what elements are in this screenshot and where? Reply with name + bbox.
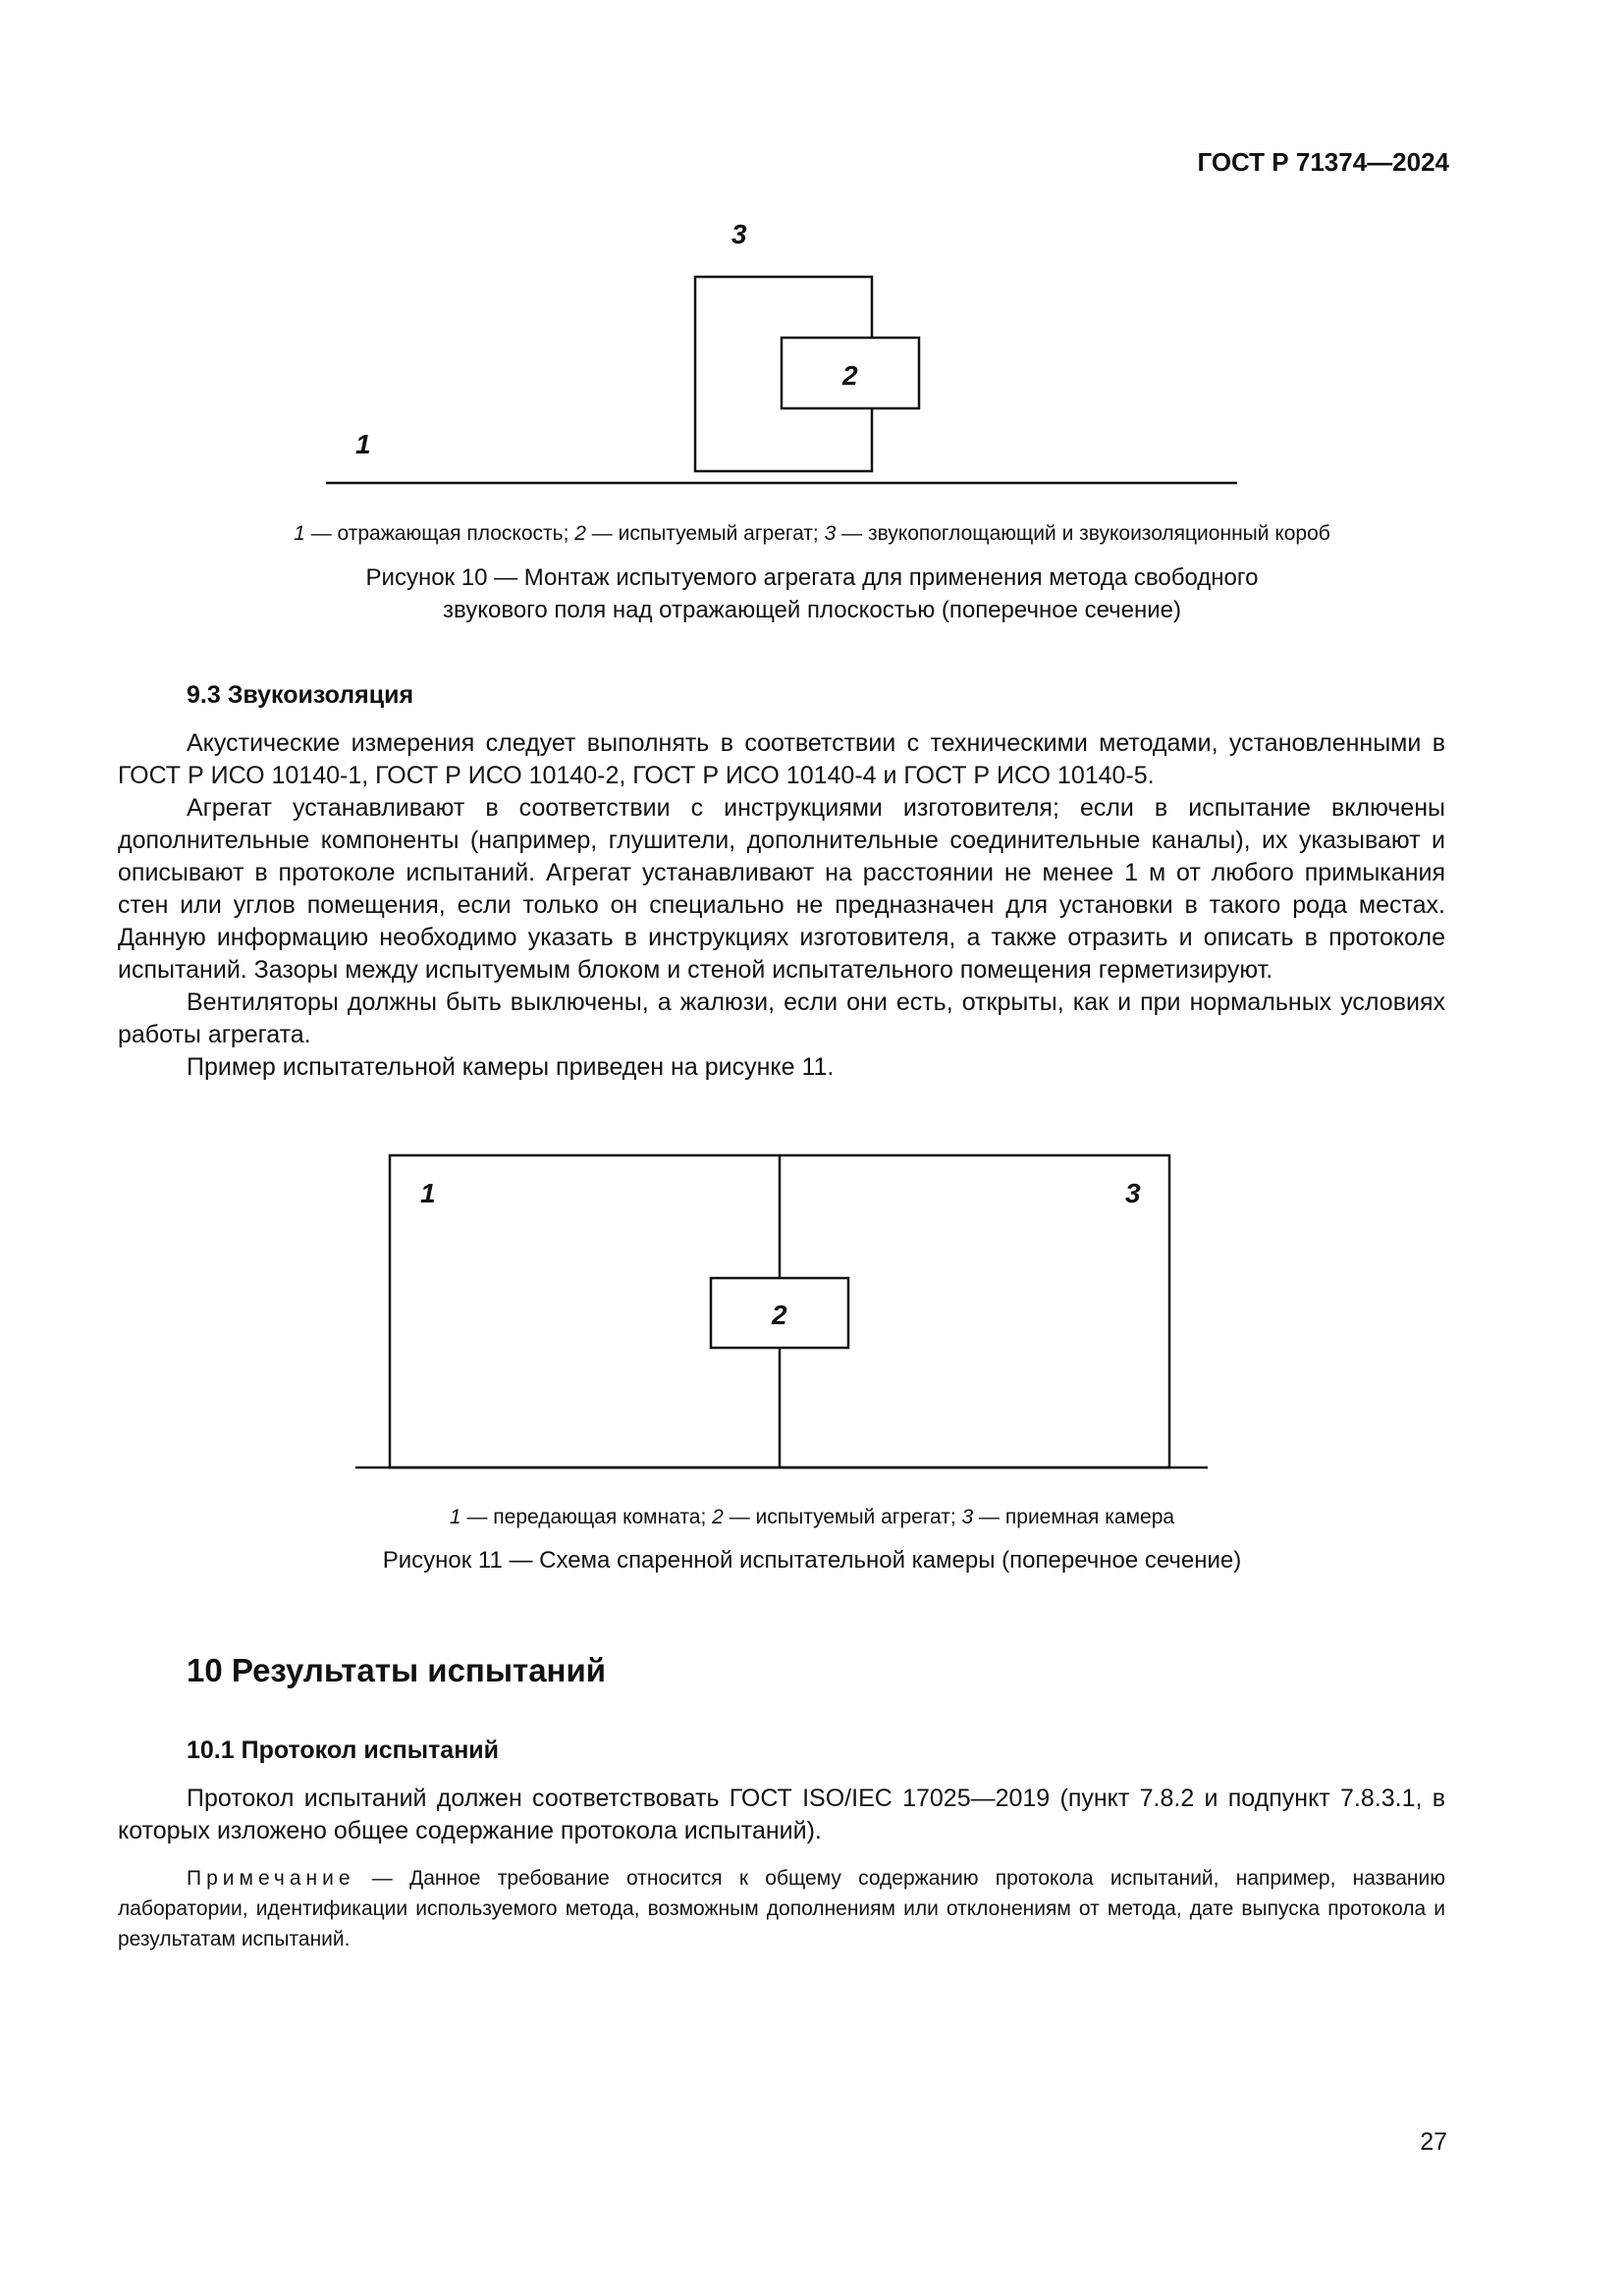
legend-num: 3 [824, 522, 837, 545]
figure-10-caption-line-1: Рисунок 10 — Монтаж испытуемого агрегата для применения метода свободного [365, 564, 1259, 591]
legend-num: 2 [574, 522, 586, 545]
paragraph: Пример испытательной камеры приведен на рисунке 11. [187, 1053, 835, 1081]
figure-11-caption [0, 1544, 1624, 1576]
figure-11-label-1: 1 [420, 1178, 436, 1208]
legend-text: — передающая комната; [460, 1506, 713, 1528]
note-label: Примечание [187, 1867, 355, 1890]
legend-num: 1 [294, 522, 305, 545]
legend-text: — приемная камера [973, 1506, 1175, 1528]
figure-10-caption [0, 561, 1624, 626]
note-paragraph [118, 1863, 1445, 1954]
figure-10-diagram [295, 216, 1257, 501]
section-10-heading: 10 Результаты испытаний [187, 1652, 607, 1688]
figure-11-label-2: 2 [772, 1300, 787, 1330]
section-10-1-body [118, 1783, 1445, 1847]
figure-10-label-1: 1 [355, 429, 371, 459]
figure-10-label-3: 3 [731, 219, 747, 249]
figure-10-caption-line-2: звукового поля над отражающей плоскостью (поперечное сечение) [443, 597, 1181, 623]
section-10-1-heading: 10.1 Протокол испытаний [187, 1736, 500, 1764]
figure-11-legend [0, 1506, 1624, 1529]
figure-11-diagram [344, 1144, 1218, 1477]
legend-text: — испытуемый агрегат; [585, 522, 825, 545]
figure-11-label-3: 3 [1125, 1178, 1141, 1208]
page-number: 27 [1420, 2128, 1447, 2156]
paragraph: Вентиляторы должны быть выключены, а жалюзи, если они есть, открыты, как и при нормальных условиях работы агрегата. [118, 988, 1445, 1048]
note-block [118, 1863, 1445, 1954]
legend-num: 2 [712, 1506, 724, 1528]
section-9-3-heading: 9.3 Звукоизоляция [187, 681, 414, 709]
paragraph: Протокол испытаний должен соответствовать ГОСТ ISO/IEC 17025—2019 (пункт 7.8.2 и подпункт 7.8.3.1, в которых изложено общее содержание протокола испытаний). [118, 1785, 1445, 1844]
legend-text: — отражающая плоскость; [304, 522, 575, 545]
legend-text: — испытуемый агрегат; [723, 1506, 962, 1528]
paragraph: Акустические измерения следует выполнять в соответствии с техническими методами, установленными в ГОСТ Р ИСО 10140-1, ГОСТ Р ИСО 10140-2, ГОСТ Р ИСО 10140-4 и ГОСТ Р ИСО 10140-5. [118, 729, 1445, 789]
figure-10-label-2: 2 [842, 360, 858, 391]
note-text: — Данное требование относится к общему содержанию протокола испытаний, например, названию лаборатории, идентификации используемого метода, возможным дополнениям или отклонениям от метода, дате выпуска протокола и результатам испытаний. [118, 1867, 1445, 1950]
legend-text: — звукопоглощающий и звукоизоляционный короб [836, 522, 1330, 545]
figure-10-legend [0, 522, 1624, 546]
legend-num: 3 [961, 1506, 974, 1528]
legend-num: 1 [449, 1506, 461, 1528]
section-9-3-body [118, 727, 1445, 1084]
paragraph: Агрегат устанавливают в соответствии с инструкциями изготовителя; если в испытание включены дополнительные компоненты (например, глушители, дополнительные соединительные каналы), их указывают и описывают в протоколе испытаний. Агрегат устанавливают на расстоянии не менее 1 м от любого примыкания стен или углов помещения, если только он специально не предназначен для установки в такого рода местах. Данную информацию необходимо указать в инструкциях изготовителя, а также отразить и описать в протоколе испытаний. Зазоры между испытуемым блоком и стеной испытательного помещения герметизируют. [118, 794, 1445, 984]
document-id: ГОСТ Р 71374—2024 [1197, 147, 1449, 177]
figure-11-caption-line: Рисунок 11 — Схема спаренной испытательной камеры (поперечное сечение) [382, 1547, 1242, 1574]
